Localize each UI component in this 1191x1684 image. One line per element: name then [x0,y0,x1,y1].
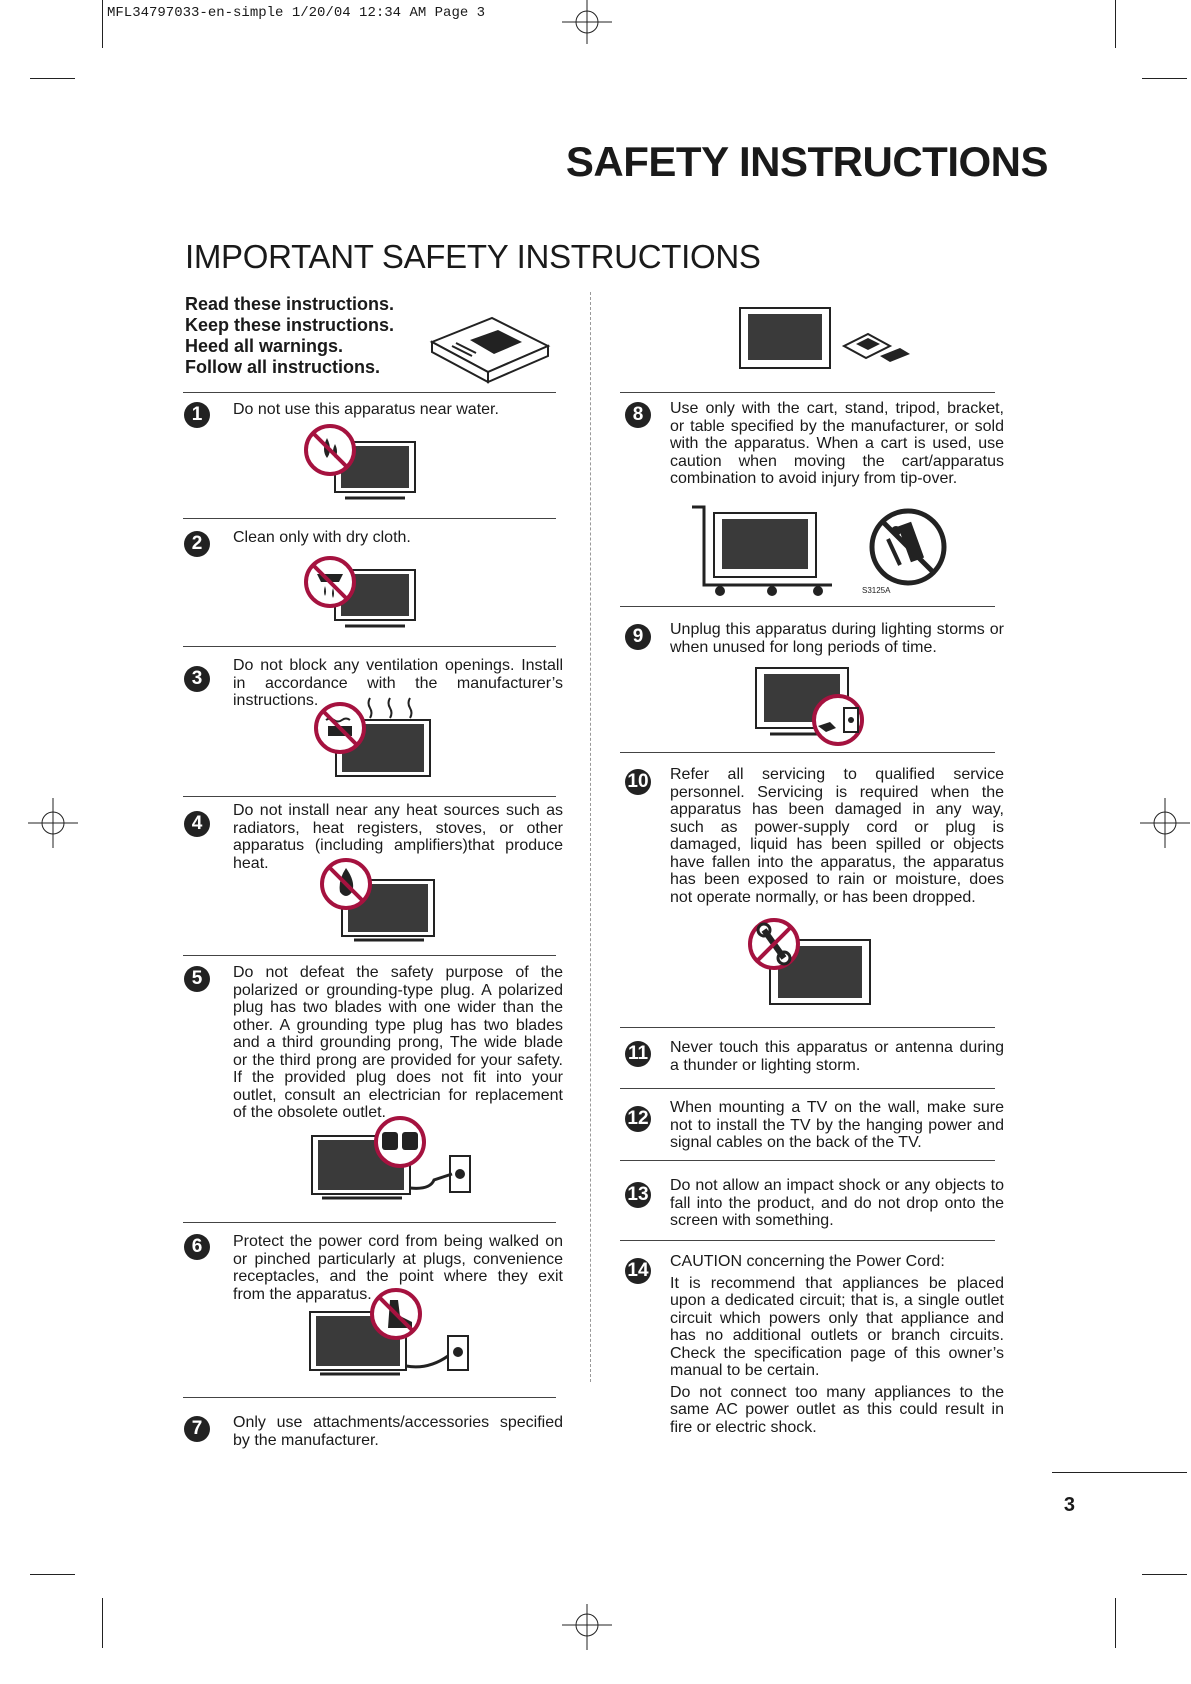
print-slug: MFL34797033-en-simple 1/20/04 12:34 AM Page 3 [107,5,486,21]
page-title: SAFETY INSTRUCTIONS [565,138,1048,185]
item-number: 12 [625,1106,651,1132]
manual-book-icon [430,316,550,386]
crop-mark [102,0,103,48]
divider [183,392,556,393]
cart-warning-icon [690,505,960,597]
item-number: 10 [625,769,651,795]
divider [620,752,995,753]
item-text: Protect the power cord from being walked on or pinched particularly at plugs, convenience receptacles, and the point where they exit from the apparatus. [233,1233,563,1303]
no-self-service-icon [748,918,872,1008]
item-text: Do not install near any heat sources such as radiators, heat registers, stoves, or other apparatus (including amplifiers)that produce heat. [233,802,563,872]
item-text: Do not defeat the safety purpose of the polarized or grounding-type plug. A polarized plug has two blades with one wider than the other. A grounding type plug has two blades and a third grounding prong, The wide blade or the third prong are provided for your safety. If the provided plug does not fit into your outlet, consult an electrician for replacement of the obsolete outlet. [233,964,563,1121]
item-number: 7 [184,1416,210,1442]
item-number: 4 [184,811,210,837]
item-text: Use only with the cart, stand, tripod, bracket, or table specified by the manufacturer, or sold with the apparatus. When a cart is used, use caution when moving the cart/apparatus combination to avoid injury from tip-over. [670,400,1004,487]
item-text: Refer all servicing to qualified service personnel. Servicing is required when the apparatus has been damaged in any way, such as power-supply cord or plug is damaged, liquid has been spilled or objects have fallen into the apparatus, the apparatus has been exposed to rain or moisture, does not operate normally, or has been dropped. [670,766,1004,906]
item-text: Do not use this apparatus near water. [233,401,499,418]
page-number: 3 [1063,1494,1075,1516]
item-text: Only use attachments/accessories specified by the manufacturer. [233,1414,563,1449]
crop-mark [30,1574,75,1575]
item-number: 8 [625,402,651,428]
crop-mark [102,1598,103,1648]
crop-mark [1115,0,1116,48]
item-number: 3 [184,666,210,692]
polarized-plug-icon [312,1116,472,1206]
item-number: 11 [625,1041,651,1067]
registration-mark [28,798,78,848]
item-number: 2 [184,531,210,557]
crop-mark [1142,78,1187,79]
caution-paragraph: It is recommend that appliances be placed upon a dedicated circuit; that is, a single outlet circuit which powers only that appliance and has no additional outlets or branch circuits. Check the specification page of this owner’s manual to be certain. [670,1274,1004,1379]
divider [620,606,995,607]
intro-line: Read these instructions. [185,294,395,314]
intro-line: Follow all instructions. [185,357,381,377]
divider [620,392,995,393]
caution-paragraph: Do not connect too many appliances to the same AC power outlet as this could result in fire or electric shock. [670,1383,1004,1436]
item-text: Clean only with dry cloth. [233,529,411,546]
tv-and-accessories-icon [740,306,920,372]
registration-mark [1140,798,1190,848]
caution-heading: CAUTION concerning the Power Cord: [670,1253,945,1270]
intro-block [185,294,394,378]
divider [620,1088,995,1089]
item-text: Unplug this apparatus during lighting storms or when unused for long periods of time. [670,621,1004,656]
column-divider [590,292,591,1382]
divider [183,796,556,797]
cart-code: S3125A [862,586,891,595]
crop-mark [1115,1598,1116,1648]
crop-mark [1142,1574,1187,1575]
no-water-icon [305,424,420,500]
divider [620,1160,995,1161]
no-blocking-vents-icon [314,696,434,782]
item-number: 5 [184,966,210,992]
protect-power-cord-icon [310,1290,476,1376]
no-wet-cleaning-icon [305,556,420,632]
section-title: IMPORTANT SAFETY INSTRUCTIONS [185,238,761,275]
item-number: 9 [625,624,651,650]
unplug-icon [756,666,866,752]
item-number: 13 [625,1182,651,1208]
item-text: Do not block any ventilation openings. Install in accordance with the manufacturer’s instructions. [233,657,563,709]
item-number: 6 [184,1234,210,1260]
divider [183,518,556,519]
no-heat-source-icon [320,858,438,944]
registration-mark [562,1600,612,1650]
item-text: When mounting a TV on the wall, make sure not to install the TV by the hanging power and signal cables on the back of the TV. [670,1099,1004,1151]
divider [183,1222,556,1223]
footer-rule [1052,1472,1187,1473]
crop-mark [30,78,75,79]
divider [183,955,556,956]
item-text: Never touch this apparatus or antenna during a thunder or lighting storm. [670,1039,1004,1074]
item-number: 14 [625,1258,651,1284]
intro-line: Keep these instructions. [185,315,395,335]
divider [183,646,556,647]
item-text [670,1253,1004,1440]
item-number: 1 [184,402,210,428]
item-text: Do not allow an impact shock or any objects to fall into the product, and do not drop onto the screen with something. [670,1177,1004,1229]
divider [620,1027,995,1028]
divider [620,1240,995,1241]
registration-mark [562,0,612,50]
divider [183,1397,556,1398]
intro-line: Heed all warnings. [185,336,344,356]
